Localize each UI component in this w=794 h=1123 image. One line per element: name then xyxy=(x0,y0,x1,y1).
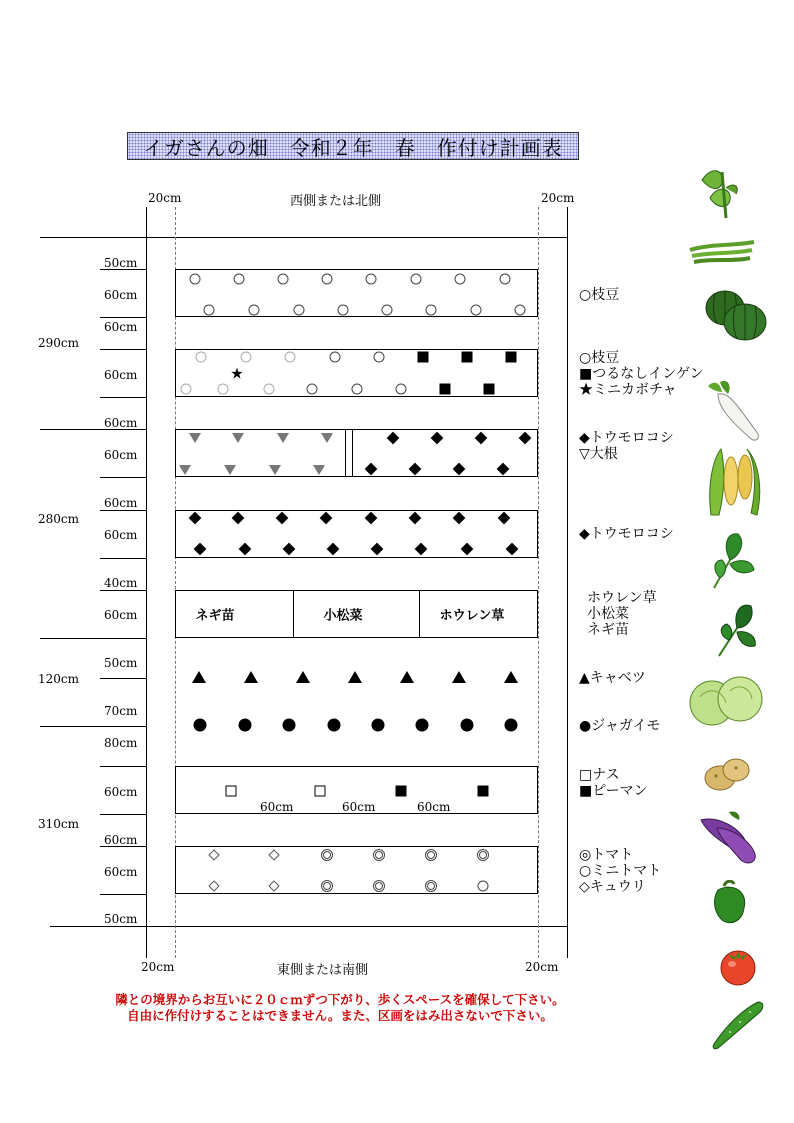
spacing-label: 60cm xyxy=(342,800,376,814)
cabbage-mark xyxy=(348,671,362,683)
margin-label-top-left: 20cm xyxy=(148,191,182,205)
spacing-label: 60cm xyxy=(417,800,451,814)
cabbage-mark xyxy=(400,671,414,683)
edamame-icon xyxy=(692,160,746,220)
kabocha-icon xyxy=(703,286,769,342)
cucumber-icon xyxy=(708,996,766,1052)
negi-label: ネギ苗 xyxy=(195,608,235,624)
cabbage-mark xyxy=(504,671,518,683)
legend-edamame: ○枝豆 xyxy=(579,287,620,303)
dim-label: 60cm xyxy=(104,416,138,430)
dim-label: 60cm xyxy=(104,865,138,879)
dim-label: 60cm xyxy=(104,448,138,462)
pepper-icon xyxy=(708,880,752,928)
potato-icon xyxy=(702,752,752,794)
section-length-label: 280cm xyxy=(38,512,80,526)
dim-label: 60cm xyxy=(104,368,138,382)
bed-edamame-beans-kabocha: ★ xyxy=(175,349,538,397)
spacing-label: 60cm xyxy=(260,800,294,814)
komatsuna-label: 小松菜 xyxy=(323,608,363,624)
horenso-label: ホウレン草 xyxy=(439,608,505,624)
komatsuna-icon xyxy=(708,530,758,592)
section-divider xyxy=(40,638,146,639)
right-walkway-line xyxy=(538,207,539,958)
legend-bed5: ホウレン草 小松菜 ネギ苗 xyxy=(587,590,657,638)
bed-daikon-corn xyxy=(175,429,538,477)
dim-label: 60cm xyxy=(104,320,138,334)
bed-tomato-cucumber xyxy=(175,846,538,894)
margin-label-bottom-right: 20cm xyxy=(525,960,559,974)
potato-mark xyxy=(328,719,341,732)
tomato-icon xyxy=(714,944,762,986)
right-boundary xyxy=(567,207,568,958)
legend-bed6: □ナス ■ピーマン xyxy=(579,767,648,799)
legend-potato: ●ジャガイモ xyxy=(579,718,661,734)
bed-corn xyxy=(175,510,538,558)
cabbage-mark xyxy=(192,671,206,683)
section-length-label: 290cm xyxy=(38,336,80,350)
bed-leafy-greens xyxy=(175,590,538,638)
legend-bed2: ○枝豆 ■つるなしインゲン ★ミニカボチャ xyxy=(579,350,704,398)
dim-label: 60cm xyxy=(104,528,138,542)
page-title: イガさんの畑 令和２年 春 作付け計画表 xyxy=(127,132,579,160)
margin-label-top-right: 20cm xyxy=(541,191,575,205)
dim-label: 50cm xyxy=(104,256,138,270)
green-bean-icon xyxy=(688,236,756,266)
margin-label-bottom-left: 20cm xyxy=(141,960,175,974)
potato-mark xyxy=(505,719,518,732)
cabbage-icon xyxy=(686,663,766,731)
bottom-side-label: 東側または南側 xyxy=(277,963,369,978)
notice-text: 隣との境界からお互いに２０ｃｍずつ下がり、歩くスペースを確保して下さい。 自由に作付けすることはできません。また、区画をはみ出さないで下さい。 xyxy=(115,992,565,1023)
field-bottom-border xyxy=(50,926,567,927)
bed-edamame xyxy=(175,269,538,317)
section-divider xyxy=(40,726,146,727)
potato-mark xyxy=(372,719,385,732)
potato-mark xyxy=(194,719,207,732)
bed-eggplant-pepper xyxy=(175,766,538,814)
section-length-label: 310cm xyxy=(38,817,80,831)
dim-label: 60cm xyxy=(104,785,138,799)
dim-label: 80cm xyxy=(104,736,138,750)
potato-mark xyxy=(283,719,296,732)
legend-bed4: ◆トウモロコシ xyxy=(579,526,674,542)
cabbage-mark xyxy=(244,671,258,683)
dim-label: 50cm xyxy=(104,656,138,670)
dim-label: 60cm xyxy=(104,833,138,847)
corn-icon xyxy=(703,445,765,517)
cabbage-mark xyxy=(452,671,466,683)
legend-bed3: ◆トウモロコシ ▽大根 xyxy=(579,430,674,462)
field-top-border xyxy=(40,237,567,238)
dim-label: 70cm xyxy=(104,704,138,718)
dim-label: 50cm xyxy=(104,912,138,926)
dim-label: 60cm xyxy=(104,496,138,510)
eggplant-icon xyxy=(693,806,765,868)
spinach-icon xyxy=(711,600,761,660)
potato-mark xyxy=(239,719,252,732)
dim-label: 40cm xyxy=(104,576,138,590)
potato-mark xyxy=(461,719,474,732)
daikon-icon xyxy=(698,378,766,446)
dim-label: 60cm xyxy=(104,608,138,622)
potato-mark xyxy=(416,719,429,732)
cabbage-mark xyxy=(296,671,310,683)
top-side-label: 西側または北側 xyxy=(290,194,382,209)
dim-label: 60cm xyxy=(104,288,138,302)
left-boundary xyxy=(146,207,147,958)
section-length-label: 120cm xyxy=(38,672,80,686)
legend-cabbage: ▲キャベツ xyxy=(579,670,646,686)
legend-bed7: ◎トマト ○ミニトマト ◇キュウリ xyxy=(579,847,662,895)
